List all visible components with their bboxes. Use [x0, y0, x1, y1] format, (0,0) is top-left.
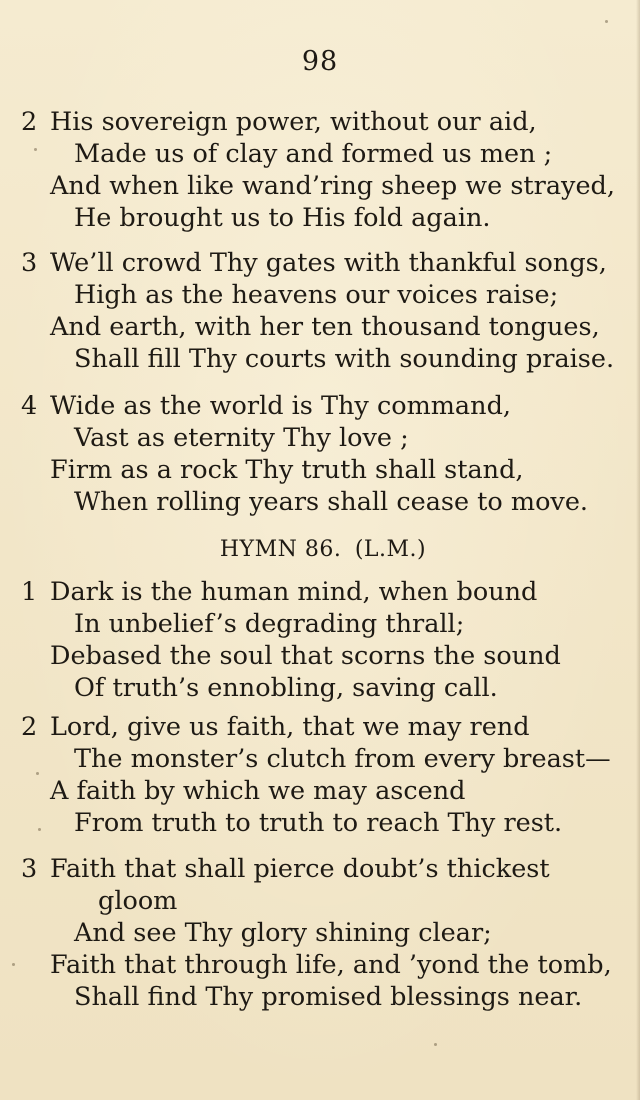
verse-line: Debased the soul that scorns the sound	[50, 641, 561, 671]
verse-line: In unbelief’s degrading thrall;	[74, 609, 465, 639]
paper-speck	[38, 828, 41, 831]
verse-number: 3	[21, 248, 38, 278]
verse-line: Firm as a rock Thy truth shall stand,	[50, 455, 524, 485]
verse-number: 3	[21, 854, 38, 884]
paper-speck	[605, 20, 608, 23]
verse-line: And when like wand’ring sheep we strayed,	[50, 171, 615, 201]
verse-number: 2	[21, 712, 38, 742]
hymn-meter: (L.M.)	[354, 537, 427, 562]
paper-speck	[434, 1043, 437, 1046]
verse-line: The monster’s clutch from every breast—	[74, 744, 611, 774]
verse-line: From truth to truth to reach Thy rest.	[74, 808, 563, 838]
verse-number: 1	[21, 577, 38, 607]
verse-line: A faith by which we may ascend	[50, 776, 466, 806]
verse-line: Dark is the human mind, when bound	[50, 577, 538, 607]
verse-line: Lord, give us faith, that we may rend	[50, 712, 530, 742]
hymn-heading	[0, 534, 640, 566]
verse-line: And earth, with her ten thousand tongues,	[50, 312, 600, 342]
verse-line: Vast as eternity Thy love ;	[74, 423, 409, 453]
verse-line: When rolling years shall cease to move.	[74, 487, 589, 517]
verse-line: His sovereign power, without our aid,	[50, 107, 537, 137]
verse-line: Wide as the world is Thy command,	[50, 391, 511, 421]
verse-line: gloom	[98, 886, 178, 916]
verse-line: Made us of clay and formed us men ;	[74, 139, 553, 169]
verse-line: High as the heavens our voices raise;	[74, 280, 559, 310]
page-number: 98	[301, 46, 339, 77]
verse-line: Faith that shall pierce doubt’s thickest	[50, 854, 550, 884]
verse-line: And see Thy glory shining clear;	[74, 918, 492, 948]
paper-speck	[34, 148, 37, 151]
verse-line: He brought us to His fold again.	[74, 203, 491, 233]
paper-speck	[12, 963, 15, 966]
verse-line: Faith that through life, and ’yond the tomb,	[50, 950, 612, 980]
paper-speck	[36, 772, 39, 775]
hymn-title: HYMN 86.	[219, 537, 342, 562]
verse-line: Shall fill Thy courts with sounding praise.	[74, 344, 615, 374]
verse-line: Of truth’s ennobling, saving call.	[74, 673, 498, 703]
verse-number: 4	[21, 391, 38, 421]
verse-number: 2	[21, 107, 38, 137]
verse-line: We’ll crowd Thy gates with thankful songs,	[50, 248, 607, 278]
verse-line: Shall find Thy promised blessings near.	[74, 982, 583, 1012]
